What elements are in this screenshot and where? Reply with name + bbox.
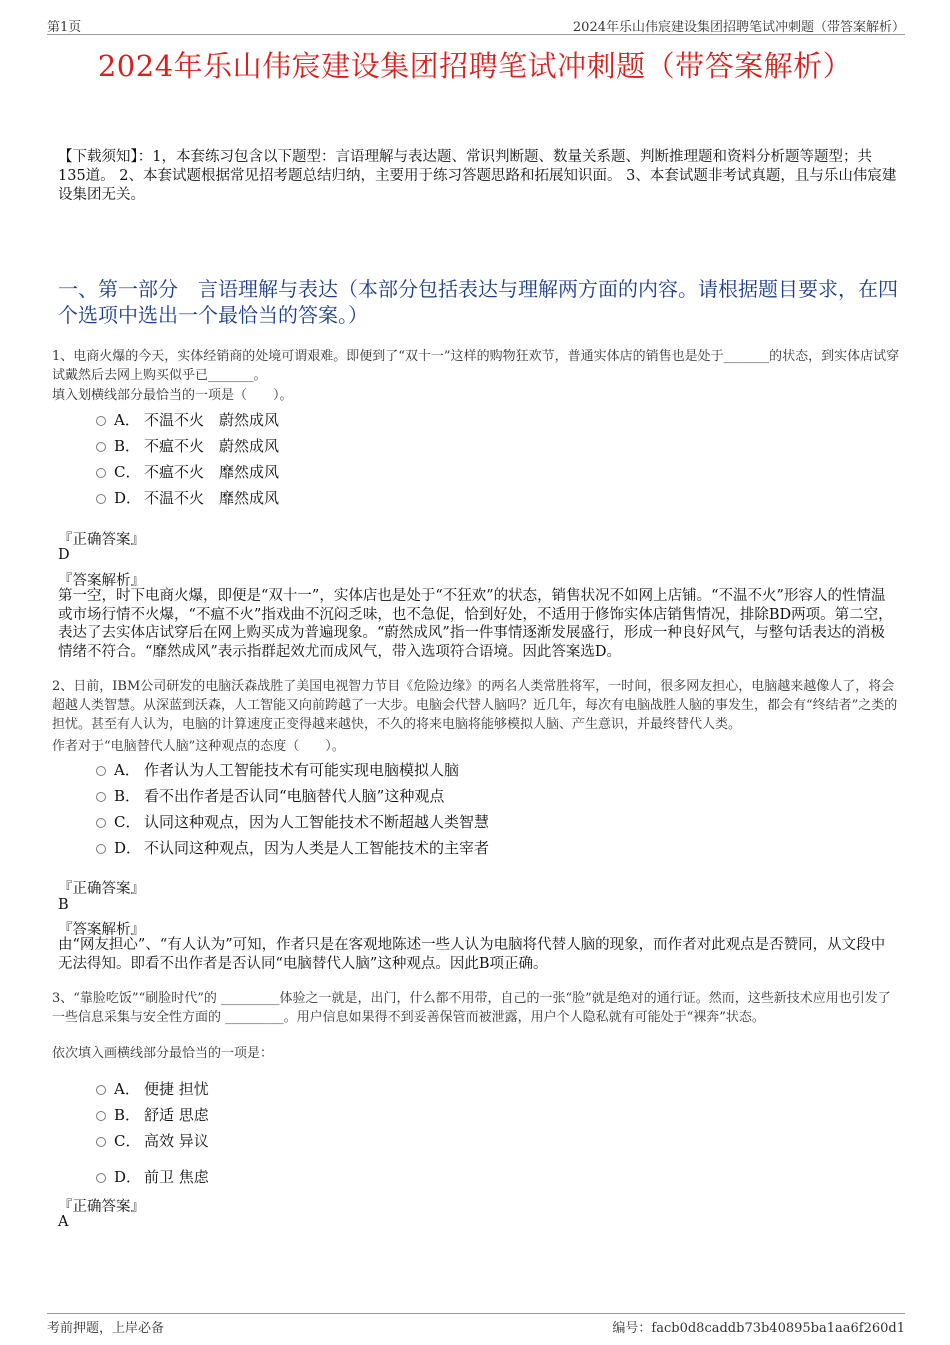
option-list [96, 756, 489, 860]
option-c[interactable] [96, 808, 489, 834]
radio-icon[interactable] [96, 792, 106, 802]
radio-icon[interactable] [96, 1085, 106, 1095]
answer-label: 『正确答案』 [58, 532, 145, 548]
radio-icon[interactable] [96, 416, 106, 426]
footer-code: 编号：facb0d8caddb73b40895ba1aa6f260d1 [612, 1321, 905, 1336]
explanation-text: 由“网友担心”、“有人认为”可知，作者只是在客观地陈述一些人认为电脑将代替人脑的现象，而作者对此观点是否赞同，从文段中无法得知。即看不出作者是否认同“电脑替代人脑”这种观点。因此B项正确。 [58, 937, 886, 972]
option-letter: A． [114, 1079, 140, 1098]
option-text: 便捷 担忧 [144, 1079, 209, 1098]
option-d[interactable] [96, 834, 489, 860]
download-notice: 【下载须知】：1，本套练习包含以下题型：言语理解与表达题、常识判断题、数量关系题、判断推理题和资料分析题等题型；共135道。 2、本套试题根据常见招考题总结归纳，主要用于练习答题思路和拓展知识面。 3、本套试题非考试真题，且与乐山伟宸建设集团无关。 [58, 149, 897, 203]
option-text: 不认同这种观点，因为人类是人工智能技术的主宰者 [144, 838, 490, 857]
option-b[interactable] [96, 1101, 209, 1127]
option-letter: B． [114, 1105, 141, 1124]
option-letter: D． [114, 838, 142, 857]
page-number: 第1页 [47, 20, 82, 35]
option-d[interactable] [96, 1163, 209, 1189]
radio-icon[interactable] [96, 442, 106, 452]
option-letter: B． [114, 436, 141, 455]
option-a[interactable] [96, 1075, 209, 1101]
document-title: 2024年乐山伟宸建设集团招聘笔试冲刺题（带答案解析） [97, 49, 853, 83]
question-stem: 3、“靠脸吃饭”“刷脸时代”的 _________体验之一就是，出门，什么都不用带，自己的一张“脸”就是绝对的通行证。然而，这些新技术应用也引发了一些信息采集与安全性方面的 _________。用户信息如果得不到妥善保管而被泄露，用户个人隐私就有可能处于“裸奔”状态。 [52, 991, 891, 1025]
radio-icon[interactable] [96, 844, 106, 854]
option-letter: C． [114, 1131, 141, 1150]
radio-icon[interactable] [96, 1173, 106, 1183]
option-c[interactable] [96, 1127, 209, 1153]
answer-value: A [58, 1214, 69, 1230]
answer-value: B [58, 897, 69, 913]
option-letter: C． [114, 462, 141, 481]
page-footer [47, 1313, 905, 1336]
option-text: 认同这种观点，因为人工智能技术不断超越人类智慧 [144, 812, 490, 831]
option-letter: D． [114, 488, 142, 507]
option-d[interactable] [96, 484, 279, 510]
radio-icon[interactable] [96, 1137, 106, 1147]
section-heading: 一、第一部分 言语理解与表达（本部分包括表达与理解两方面的内容。请根据题目要求，在四个选项中选出一个最恰当的答案。） [58, 277, 898, 327]
option-text: 作者认为人工智能技术有可能实现电脑模拟人脑 [144, 760, 460, 779]
radio-icon[interactable] [96, 1111, 106, 1121]
question-prompt: 填入划横线部分最恰当的一项是（ ）。 [52, 388, 293, 403]
question-stem: 1、电商火爆的今天，实体经销商的处境可谓艰难。即便到了“双十一”这样的购物狂欢节，普通实体店的销售也是处于_______的状态，到实体店试穿试戴然后去网上购买似乎已_______。 [52, 349, 900, 383]
option-b[interactable] [96, 432, 279, 458]
explanation-text: 第一空，时下电商火爆，即便是“双十一”，实体店也是处于“不狂欢”的状态，销售状况不如网上店铺。“不温不火”形容人的性情温或市场行情不火爆，“不瘟不火”指戏曲不沉闷乏味，也不急促，恰到好处，不适用于修饰实体店销售情况，排除BD两项。第二空，表达了去实体店试穿后在网上购买成为普遍现象。“蔚然成风”指一件事情逐渐发展盛行，形成一种良好风气，与整句话表达的消极情绪不符合。“靡然成风”表示指群起效尤而成风气，带入选项符合语境。因此答案选D。 [58, 588, 893, 660]
question-stem: 2、日前，IBM公司研发的电脑沃森战胜了美国电视智力节目《危险边缘》的两名人类常胜将军，一时间，很多网友担心，电脑越来越像人了，将会超越人类智慧。从深蓝到沃森，人工智能又向前跨越了一大步。电脑会代替人脑吗？近几年，每次有电脑战胜人脑的事发生，都会有“终结者”之类的担忧。甚至有人认为，电脑的计算速度正变得越来越快，不久的将来电脑将能够模拟人脑、产生意识，并最终替代人类。 [52, 679, 898, 732]
radio-icon[interactable] [96, 766, 106, 776]
option-letter: A． [114, 410, 140, 429]
option-list [96, 406, 279, 510]
option-letter: B． [114, 786, 141, 805]
option-text: 不温不火 靡然成风 [144, 488, 280, 507]
explanation-label: 『答案解析』 [58, 573, 145, 589]
answer-label: 『正确答案』 [58, 1199, 145, 1215]
option-a[interactable] [96, 406, 279, 432]
option-text: 舒适 思虑 [144, 1105, 209, 1124]
option-text: 前卫 焦虑 [144, 1167, 209, 1186]
radio-icon[interactable] [96, 468, 106, 478]
option-letter: C． [114, 812, 141, 831]
question-prompt: 作者对于“电脑替代人脑”这种观点的态度（ ）。 [52, 739, 345, 754]
option-text: 看不出作者是否认同“电脑替代人脑”这种观点 [144, 786, 445, 805]
footer-slogan: 考前押题，上岸必备 [47, 1321, 165, 1336]
option-text: 不瘟不火 靡然成风 [144, 462, 280, 481]
question-prompt: 依次填入画横线部分最恰当的一项是： [52, 1046, 274, 1061]
page-header [47, 14, 905, 35]
radio-icon[interactable] [96, 494, 106, 504]
option-text: 不瘟不火 蔚然成风 [144, 436, 280, 455]
option-list [96, 1075, 209, 1189]
answer-label: 『正确答案』 [58, 881, 145, 897]
explanation-label: 『答案解析』 [58, 922, 145, 938]
answer-value: D [58, 547, 70, 563]
radio-icon[interactable] [96, 818, 106, 828]
option-a[interactable] [96, 756, 489, 782]
option-text: 高效 异议 [144, 1131, 209, 1150]
header-doc-name: 2024年乐山伟宸建设集团招聘笔试冲刺题（带答案解析） [572, 20, 905, 35]
option-b[interactable] [96, 782, 489, 808]
option-text: 不温不火 蔚然成风 [144, 410, 280, 429]
option-letter: D． [114, 1167, 142, 1186]
option-letter: A． [114, 760, 140, 779]
option-c[interactable] [96, 458, 279, 484]
